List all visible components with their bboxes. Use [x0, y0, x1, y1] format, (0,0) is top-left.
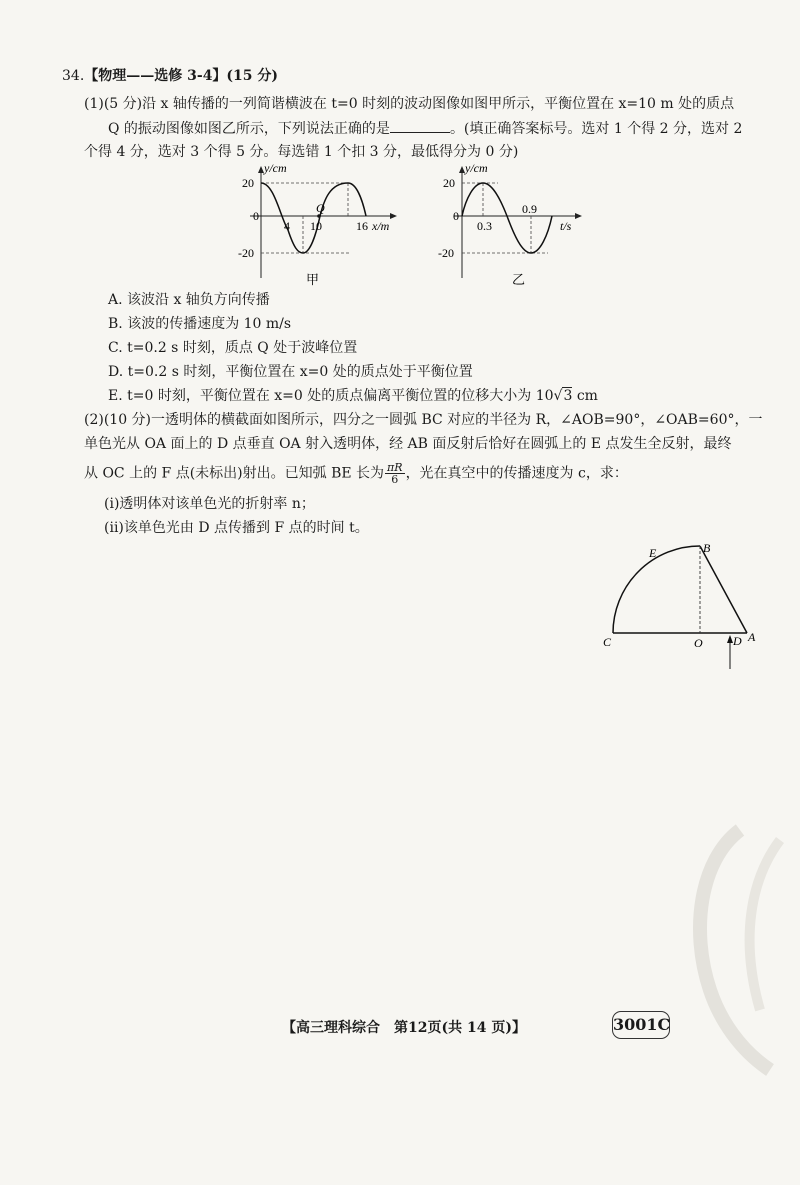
option-e: E. t=0 时刻，平衡位置在 x=0 处的质点偏离平衡位置的位移大小为 10√3 cm: [108, 388, 598, 404]
graph-jia: [230, 160, 420, 288]
label-d: D: [733, 634, 742, 648]
page-footer: 【高三理科综合 第12页(共 14 页)】: [282, 1020, 526, 1036]
part1-line2-a: Q 的振动图像如图乙所示，下列说法正确的是: [108, 121, 390, 137]
watermark-decoration: [680, 820, 800, 1080]
frac-den: 6: [391, 473, 399, 486]
option-e-sqrt: 3: [563, 388, 573, 404]
question-section: 【物理——选修 3-4】(15 分): [84, 68, 279, 84]
jia-point-label: Q: [316, 201, 325, 215]
jia-x-arrow: [390, 213, 397, 219]
yi-caption: 乙: [512, 272, 526, 287]
part2-line3: [84, 462, 628, 485]
arc-length-fraction: [385, 462, 405, 485]
label-a: A: [748, 630, 756, 644]
option-a: A. 该波沿 x 轴负方向传播: [108, 292, 270, 308]
answer-blank[interactable]: [390, 118, 450, 133]
jia-x-tick-4: 4: [284, 219, 290, 233]
jia-xlabel: x/m: [372, 219, 390, 233]
part1-line3: 个得 4 分，选对 3 个得 5 分。每选错 1 个扣 3 分，最低得分为 0 分): [84, 144, 519, 160]
jia-wave: [261, 183, 366, 253]
graph-yi: [430, 160, 590, 288]
label-c: C: [603, 635, 612, 649]
option-e-text: E. t=0 时刻，平衡位置在 x=0 处的质点偏离平衡位置的位移大小为 10: [108, 388, 554, 404]
part1-line1: (1)(5 分)沿 x 轴传播的一列简谐横波在 t=0 时刻的波动图像如图甲所示，平衡位置在 x=10 m 处的质点: [84, 96, 735, 112]
jia-y-zero: 0: [253, 209, 259, 223]
option-d: D. t=0.2 s 时刻，平衡位置在 x=0 处的质点处于平衡位置: [108, 364, 473, 380]
yi-t-tick-09: 0.9: [522, 202, 537, 216]
part1-line2-b: 。(填正确答案标号。选对 1 个得 2 分，选对 2: [449, 121, 743, 137]
part2-line1: (2)(10 分)一透明体的横截面如图所示，四分之一圆弧 BC 对应的半径为 R，∠AOB=90°，∠OAB=60°，一: [84, 412, 763, 428]
option-e-unit: cm: [572, 388, 598, 404]
question-header: [62, 66, 278, 86]
part2-line3-a: 从 OC 上的 F 点(未标出)射出。已知弧 BE 长为: [84, 465, 385, 482]
paper-code: 3001C: [612, 1011, 670, 1039]
label-o: O: [694, 636, 703, 650]
segment-ab: [700, 546, 747, 633]
part2-sub-ii: (ⅱ)该单色光由 D 点传播到 F 点的时间 t。: [104, 520, 369, 536]
option-c: C. t=0.2 s 时刻，质点 Q 处于波峰位置: [108, 340, 358, 356]
yi-x-arrow: [575, 213, 582, 219]
arc-bc: [613, 546, 700, 633]
jia-ylabel: y/cm: [264, 161, 287, 175]
label-e: E: [649, 546, 657, 560]
option-b: B. 该波的传播速度为 10 m/s: [108, 316, 292, 332]
yi-ylabel: y/cm: [465, 161, 488, 175]
part2-line2: 单色光从 OA 面上的 D 点垂直 OA 射入透明体，经 AB 面反射后恰好在圆弧上的 E 点发生全反射，最终: [84, 436, 732, 452]
yi-wave: [462, 183, 552, 253]
part1-line2: [108, 118, 742, 139]
question-number: 34.: [62, 68, 85, 84]
yi-y-zero: 0: [453, 209, 459, 223]
part2-line3-b: ，光在真空中的传播速度为 c，求：: [405, 465, 628, 482]
yi-y-top: 20: [443, 176, 455, 190]
jia-caption: 甲: [306, 272, 320, 287]
yi-t-tick-03: 0.3: [477, 219, 492, 233]
jia-x-tick-10: 10: [310, 219, 322, 233]
jia-y-bottom: -20: [238, 246, 254, 260]
yi-y-bottom: -20: [438, 246, 454, 260]
part2-sub-i: (ⅰ)透明体对该单色光的折射率 n；: [104, 496, 315, 512]
geometry-figure: [595, 535, 770, 680]
yi-xlabel: t/s: [560, 219, 572, 233]
jia-y-top: 20: [242, 176, 254, 190]
jia-x-tick-16: 16: [356, 219, 368, 233]
label-b: B: [703, 541, 711, 555]
frac-num: πR: [387, 461, 403, 474]
